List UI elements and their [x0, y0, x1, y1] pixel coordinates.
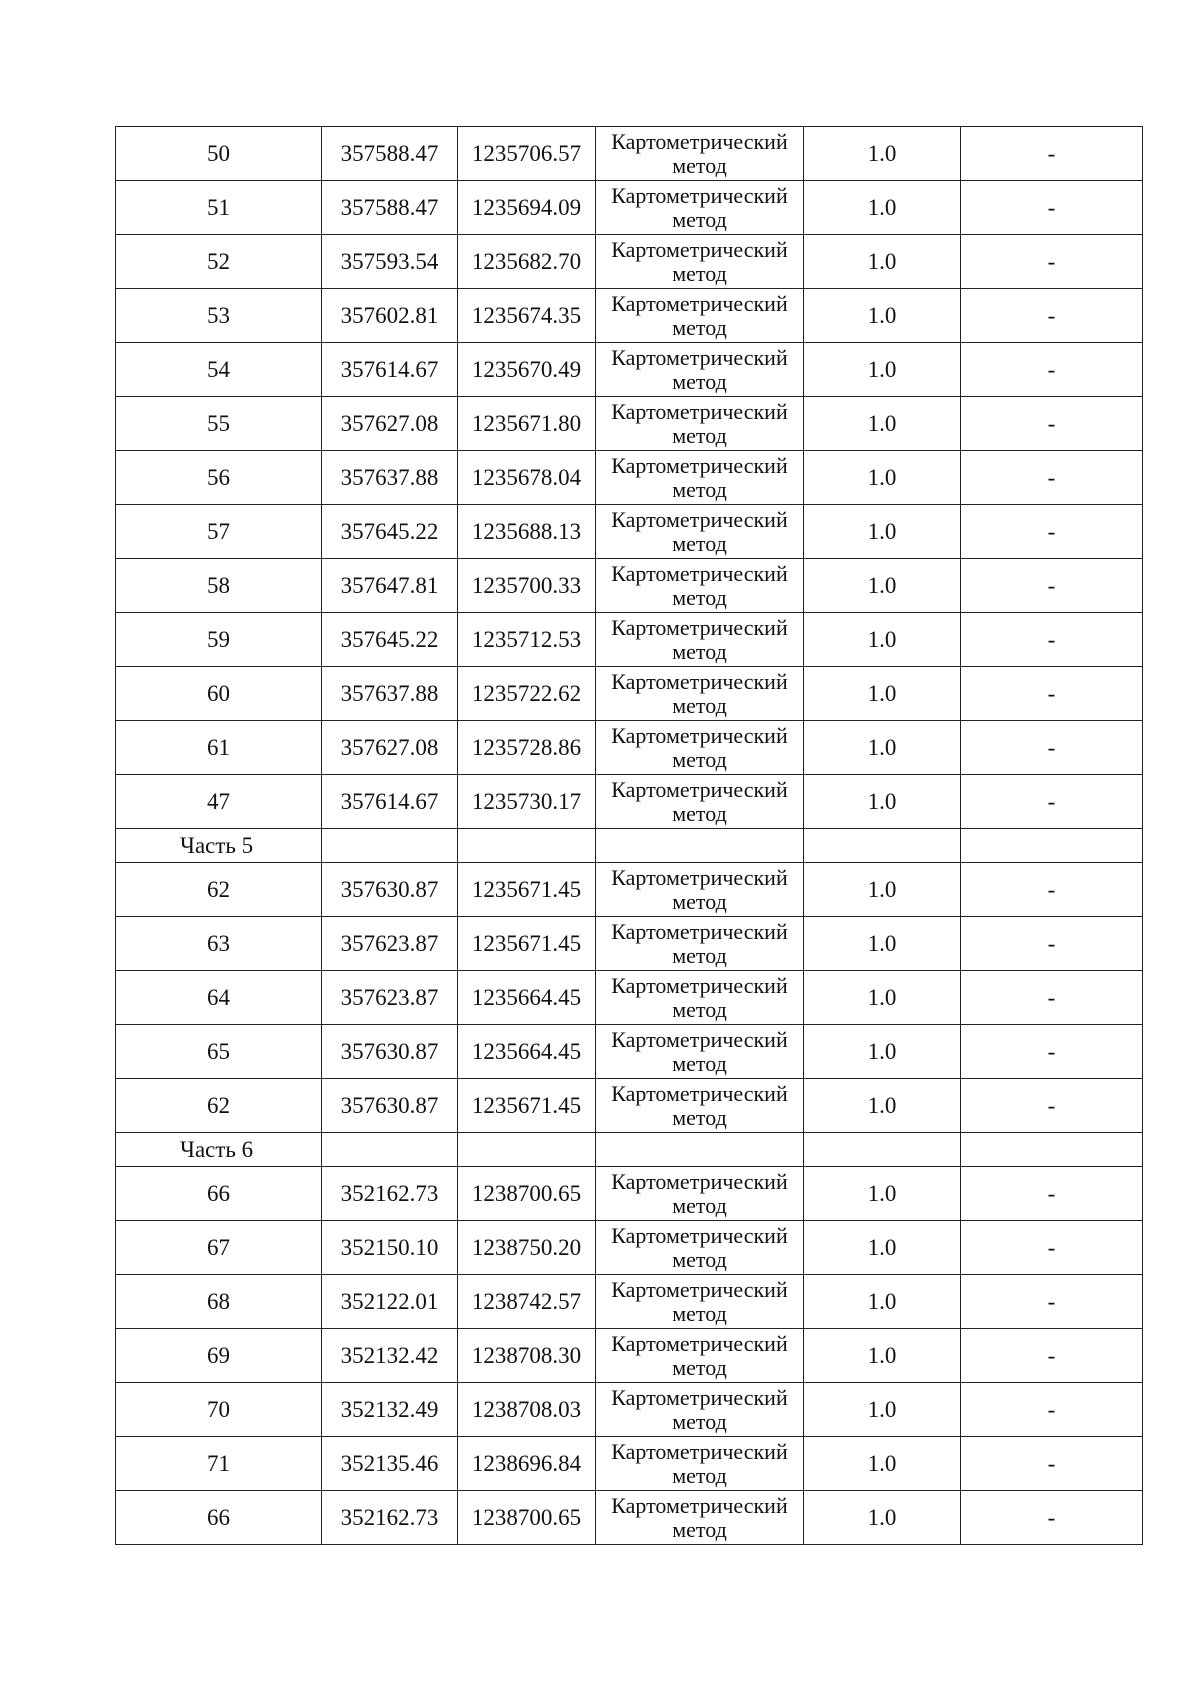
part-label: Часть 6 [116, 1133, 322, 1167]
y-coordinate-cell: 1235671.45 [458, 863, 596, 917]
y-coordinate-cell: 1235664.45 [458, 971, 596, 1025]
part-header-row [116, 1133, 1143, 1167]
point-number-cell: 51 [116, 181, 322, 235]
method-cell: Картометрический метод [596, 181, 804, 235]
y-coordinate-cell: 1235671.45 [458, 917, 596, 971]
point-number-cell: 59 [116, 613, 322, 667]
method-cell: Картометрический метод [596, 613, 804, 667]
note-cell: - [961, 1167, 1143, 1221]
accuracy-cell: 1.0 [804, 721, 961, 775]
empty-cell [804, 829, 961, 863]
table-row [116, 1437, 1143, 1491]
empty-cell [322, 1133, 458, 1167]
accuracy-cell: 1.0 [804, 613, 961, 667]
note-cell: - [961, 181, 1143, 235]
table-row [116, 667, 1143, 721]
x-coordinate-cell: 357645.22 [322, 613, 458, 667]
accuracy-cell: 1.0 [804, 397, 961, 451]
y-coordinate-cell: 1235694.09 [458, 181, 596, 235]
table-row [116, 1383, 1143, 1437]
note-cell: - [961, 505, 1143, 559]
note-cell: - [961, 559, 1143, 613]
point-number-cell: 69 [116, 1329, 322, 1383]
x-coordinate-cell: 357630.87 [322, 863, 458, 917]
table-body [116, 127, 1143, 1545]
accuracy-cell: 1.0 [804, 1329, 961, 1383]
accuracy-cell: 1.0 [804, 1275, 961, 1329]
y-coordinate-cell: 1238708.30 [458, 1329, 596, 1383]
table-row [116, 971, 1143, 1025]
point-number-cell: 65 [116, 1025, 322, 1079]
accuracy-cell: 1.0 [804, 971, 961, 1025]
accuracy-cell: 1.0 [804, 181, 961, 235]
note-cell: - [961, 667, 1143, 721]
note-cell: - [961, 127, 1143, 181]
x-coordinate-cell: 352122.01 [322, 1275, 458, 1329]
point-number-cell: 58 [116, 559, 322, 613]
note-cell: - [961, 917, 1143, 971]
accuracy-cell: 1.0 [804, 1079, 961, 1133]
table-row [116, 775, 1143, 829]
point-number-cell: 50 [116, 127, 322, 181]
x-coordinate-cell: 357614.67 [322, 775, 458, 829]
accuracy-cell: 1.0 [804, 235, 961, 289]
method-cell: Картометрический метод [596, 917, 804, 971]
note-cell: - [961, 1329, 1143, 1383]
accuracy-cell: 1.0 [804, 343, 961, 397]
method-cell: Картометрический метод [596, 1383, 804, 1437]
y-coordinate-cell: 1235706.57 [458, 127, 596, 181]
table-row [116, 559, 1143, 613]
method-cell: Картометрический метод [596, 397, 804, 451]
note-cell: - [961, 721, 1143, 775]
table-row [116, 1167, 1143, 1221]
point-number-cell: 57 [116, 505, 322, 559]
y-coordinate-cell: 1235688.13 [458, 505, 596, 559]
point-number-cell: 66 [116, 1491, 322, 1545]
empty-cell [458, 1133, 596, 1167]
x-coordinate-cell: 357637.88 [322, 667, 458, 721]
accuracy-cell: 1.0 [804, 451, 961, 505]
method-cell: Картометрический метод [596, 971, 804, 1025]
method-cell: Картометрический метод [596, 1079, 804, 1133]
point-number-cell: 62 [116, 1079, 322, 1133]
point-number-cell: 67 [116, 1221, 322, 1275]
x-coordinate-cell: 352162.73 [322, 1491, 458, 1545]
note-cell: - [961, 971, 1143, 1025]
y-coordinate-cell: 1235670.49 [458, 343, 596, 397]
y-coordinate-cell: 1235712.53 [458, 613, 596, 667]
note-cell: - [961, 613, 1143, 667]
point-number-cell: 64 [116, 971, 322, 1025]
note-cell: - [961, 1079, 1143, 1133]
empty-cell [322, 829, 458, 863]
note-cell: - [961, 863, 1143, 917]
method-cell: Картометрический метод [596, 863, 804, 917]
note-cell: - [961, 1221, 1143, 1275]
note-cell: - [961, 397, 1143, 451]
point-number-cell: 63 [116, 917, 322, 971]
y-coordinate-cell: 1235671.80 [458, 397, 596, 451]
accuracy-cell: 1.0 [804, 1491, 961, 1545]
table-row [116, 181, 1143, 235]
empty-cell [961, 829, 1143, 863]
x-coordinate-cell: 357623.87 [322, 917, 458, 971]
point-number-cell: 54 [116, 343, 322, 397]
method-cell: Картометрический метод [596, 343, 804, 397]
accuracy-cell: 1.0 [804, 863, 961, 917]
point-number-cell: 53 [116, 289, 322, 343]
x-coordinate-cell: 357588.47 [322, 181, 458, 235]
empty-cell [596, 829, 804, 863]
table-row [116, 235, 1143, 289]
part-header-row [116, 829, 1143, 863]
table-row [116, 127, 1143, 181]
accuracy-cell: 1.0 [804, 289, 961, 343]
x-coordinate-cell: 352132.49 [322, 1383, 458, 1437]
method-cell: Картометрический метод [596, 1437, 804, 1491]
x-coordinate-cell: 357614.67 [322, 343, 458, 397]
y-coordinate-cell: 1235678.04 [458, 451, 596, 505]
point-number-cell: 68 [116, 1275, 322, 1329]
table-row [116, 1275, 1143, 1329]
point-number-cell: 61 [116, 721, 322, 775]
table-row [116, 613, 1143, 667]
method-cell: Картометрический метод [596, 1329, 804, 1383]
part-label: Часть 5 [116, 829, 322, 863]
table-row [116, 863, 1143, 917]
coordinates-table [115, 126, 1143, 1545]
table-row [116, 721, 1143, 775]
accuracy-cell: 1.0 [804, 775, 961, 829]
point-number-cell: 47 [116, 775, 322, 829]
method-cell: Картометрический метод [596, 1275, 804, 1329]
method-cell: Картометрический метод [596, 1025, 804, 1079]
accuracy-cell: 1.0 [804, 1221, 961, 1275]
y-coordinate-cell: 1238700.65 [458, 1167, 596, 1221]
method-cell: Картометрический метод [596, 721, 804, 775]
note-cell: - [961, 1025, 1143, 1079]
point-number-cell: 52 [116, 235, 322, 289]
y-coordinate-cell: 1238700.65 [458, 1491, 596, 1545]
table-row [116, 917, 1143, 971]
method-cell: Картометрический метод [596, 505, 804, 559]
accuracy-cell: 1.0 [804, 505, 961, 559]
empty-cell [458, 829, 596, 863]
x-coordinate-cell: 352135.46 [322, 1437, 458, 1491]
note-cell: - [961, 1383, 1143, 1437]
note-cell: - [961, 1491, 1143, 1545]
point-number-cell: 60 [116, 667, 322, 721]
x-coordinate-cell: 352132.42 [322, 1329, 458, 1383]
table-row [116, 1329, 1143, 1383]
point-number-cell: 55 [116, 397, 322, 451]
x-coordinate-cell: 352150.10 [322, 1221, 458, 1275]
y-coordinate-cell: 1235722.62 [458, 667, 596, 721]
x-coordinate-cell: 352162.73 [322, 1167, 458, 1221]
x-coordinate-cell: 357630.87 [322, 1079, 458, 1133]
empty-cell [596, 1133, 804, 1167]
empty-cell [961, 1133, 1143, 1167]
method-cell: Картометрический метод [596, 667, 804, 721]
empty-cell [804, 1133, 961, 1167]
x-coordinate-cell: 357645.22 [322, 505, 458, 559]
table-row [116, 1079, 1143, 1133]
y-coordinate-cell: 1238750.20 [458, 1221, 596, 1275]
table-row [116, 505, 1143, 559]
note-cell: - [961, 1437, 1143, 1491]
table-row [116, 1221, 1143, 1275]
table-row [116, 1491, 1143, 1545]
point-number-cell: 70 [116, 1383, 322, 1437]
point-number-cell: 62 [116, 863, 322, 917]
x-coordinate-cell: 357627.08 [322, 397, 458, 451]
accuracy-cell: 1.0 [804, 667, 961, 721]
note-cell: - [961, 775, 1143, 829]
x-coordinate-cell: 357602.81 [322, 289, 458, 343]
y-coordinate-cell: 1235664.45 [458, 1025, 596, 1079]
y-coordinate-cell: 1235700.33 [458, 559, 596, 613]
accuracy-cell: 1.0 [804, 1437, 961, 1491]
accuracy-cell: 1.0 [804, 127, 961, 181]
table-row [116, 289, 1143, 343]
table-row [116, 397, 1143, 451]
accuracy-cell: 1.0 [804, 917, 961, 971]
method-cell: Картометрический метод [596, 1491, 804, 1545]
point-number-cell: 66 [116, 1167, 322, 1221]
x-coordinate-cell: 357588.47 [322, 127, 458, 181]
point-number-cell: 56 [116, 451, 322, 505]
y-coordinate-cell: 1238696.84 [458, 1437, 596, 1491]
method-cell: Картометрический метод [596, 559, 804, 613]
x-coordinate-cell: 357593.54 [322, 235, 458, 289]
y-coordinate-cell: 1238742.57 [458, 1275, 596, 1329]
x-coordinate-cell: 357637.88 [322, 451, 458, 505]
accuracy-cell: 1.0 [804, 559, 961, 613]
y-coordinate-cell: 1235728.86 [458, 721, 596, 775]
method-cell: Картометрический метод [596, 451, 804, 505]
x-coordinate-cell: 357623.87 [322, 971, 458, 1025]
method-cell: Картометрический метод [596, 235, 804, 289]
y-coordinate-cell: 1238708.03 [458, 1383, 596, 1437]
note-cell: - [961, 235, 1143, 289]
y-coordinate-cell: 1235671.45 [458, 1079, 596, 1133]
method-cell: Картометрический метод [596, 289, 804, 343]
accuracy-cell: 1.0 [804, 1025, 961, 1079]
method-cell: Картометрический метод [596, 127, 804, 181]
y-coordinate-cell: 1235674.35 [458, 289, 596, 343]
accuracy-cell: 1.0 [804, 1383, 961, 1437]
note-cell: - [961, 451, 1143, 505]
x-coordinate-cell: 357647.81 [322, 559, 458, 613]
x-coordinate-cell: 357627.08 [322, 721, 458, 775]
y-coordinate-cell: 1235730.17 [458, 775, 596, 829]
table-row [116, 343, 1143, 397]
y-coordinate-cell: 1235682.70 [458, 235, 596, 289]
note-cell: - [961, 1275, 1143, 1329]
note-cell: - [961, 289, 1143, 343]
method-cell: Картометрический метод [596, 1167, 804, 1221]
accuracy-cell: 1.0 [804, 1167, 961, 1221]
method-cell: Картометрический метод [596, 775, 804, 829]
table-row [116, 1025, 1143, 1079]
point-number-cell: 71 [116, 1437, 322, 1491]
method-cell: Картометрический метод [596, 1221, 804, 1275]
x-coordinate-cell: 357630.87 [322, 1025, 458, 1079]
note-cell: - [961, 343, 1143, 397]
table-row [116, 451, 1143, 505]
